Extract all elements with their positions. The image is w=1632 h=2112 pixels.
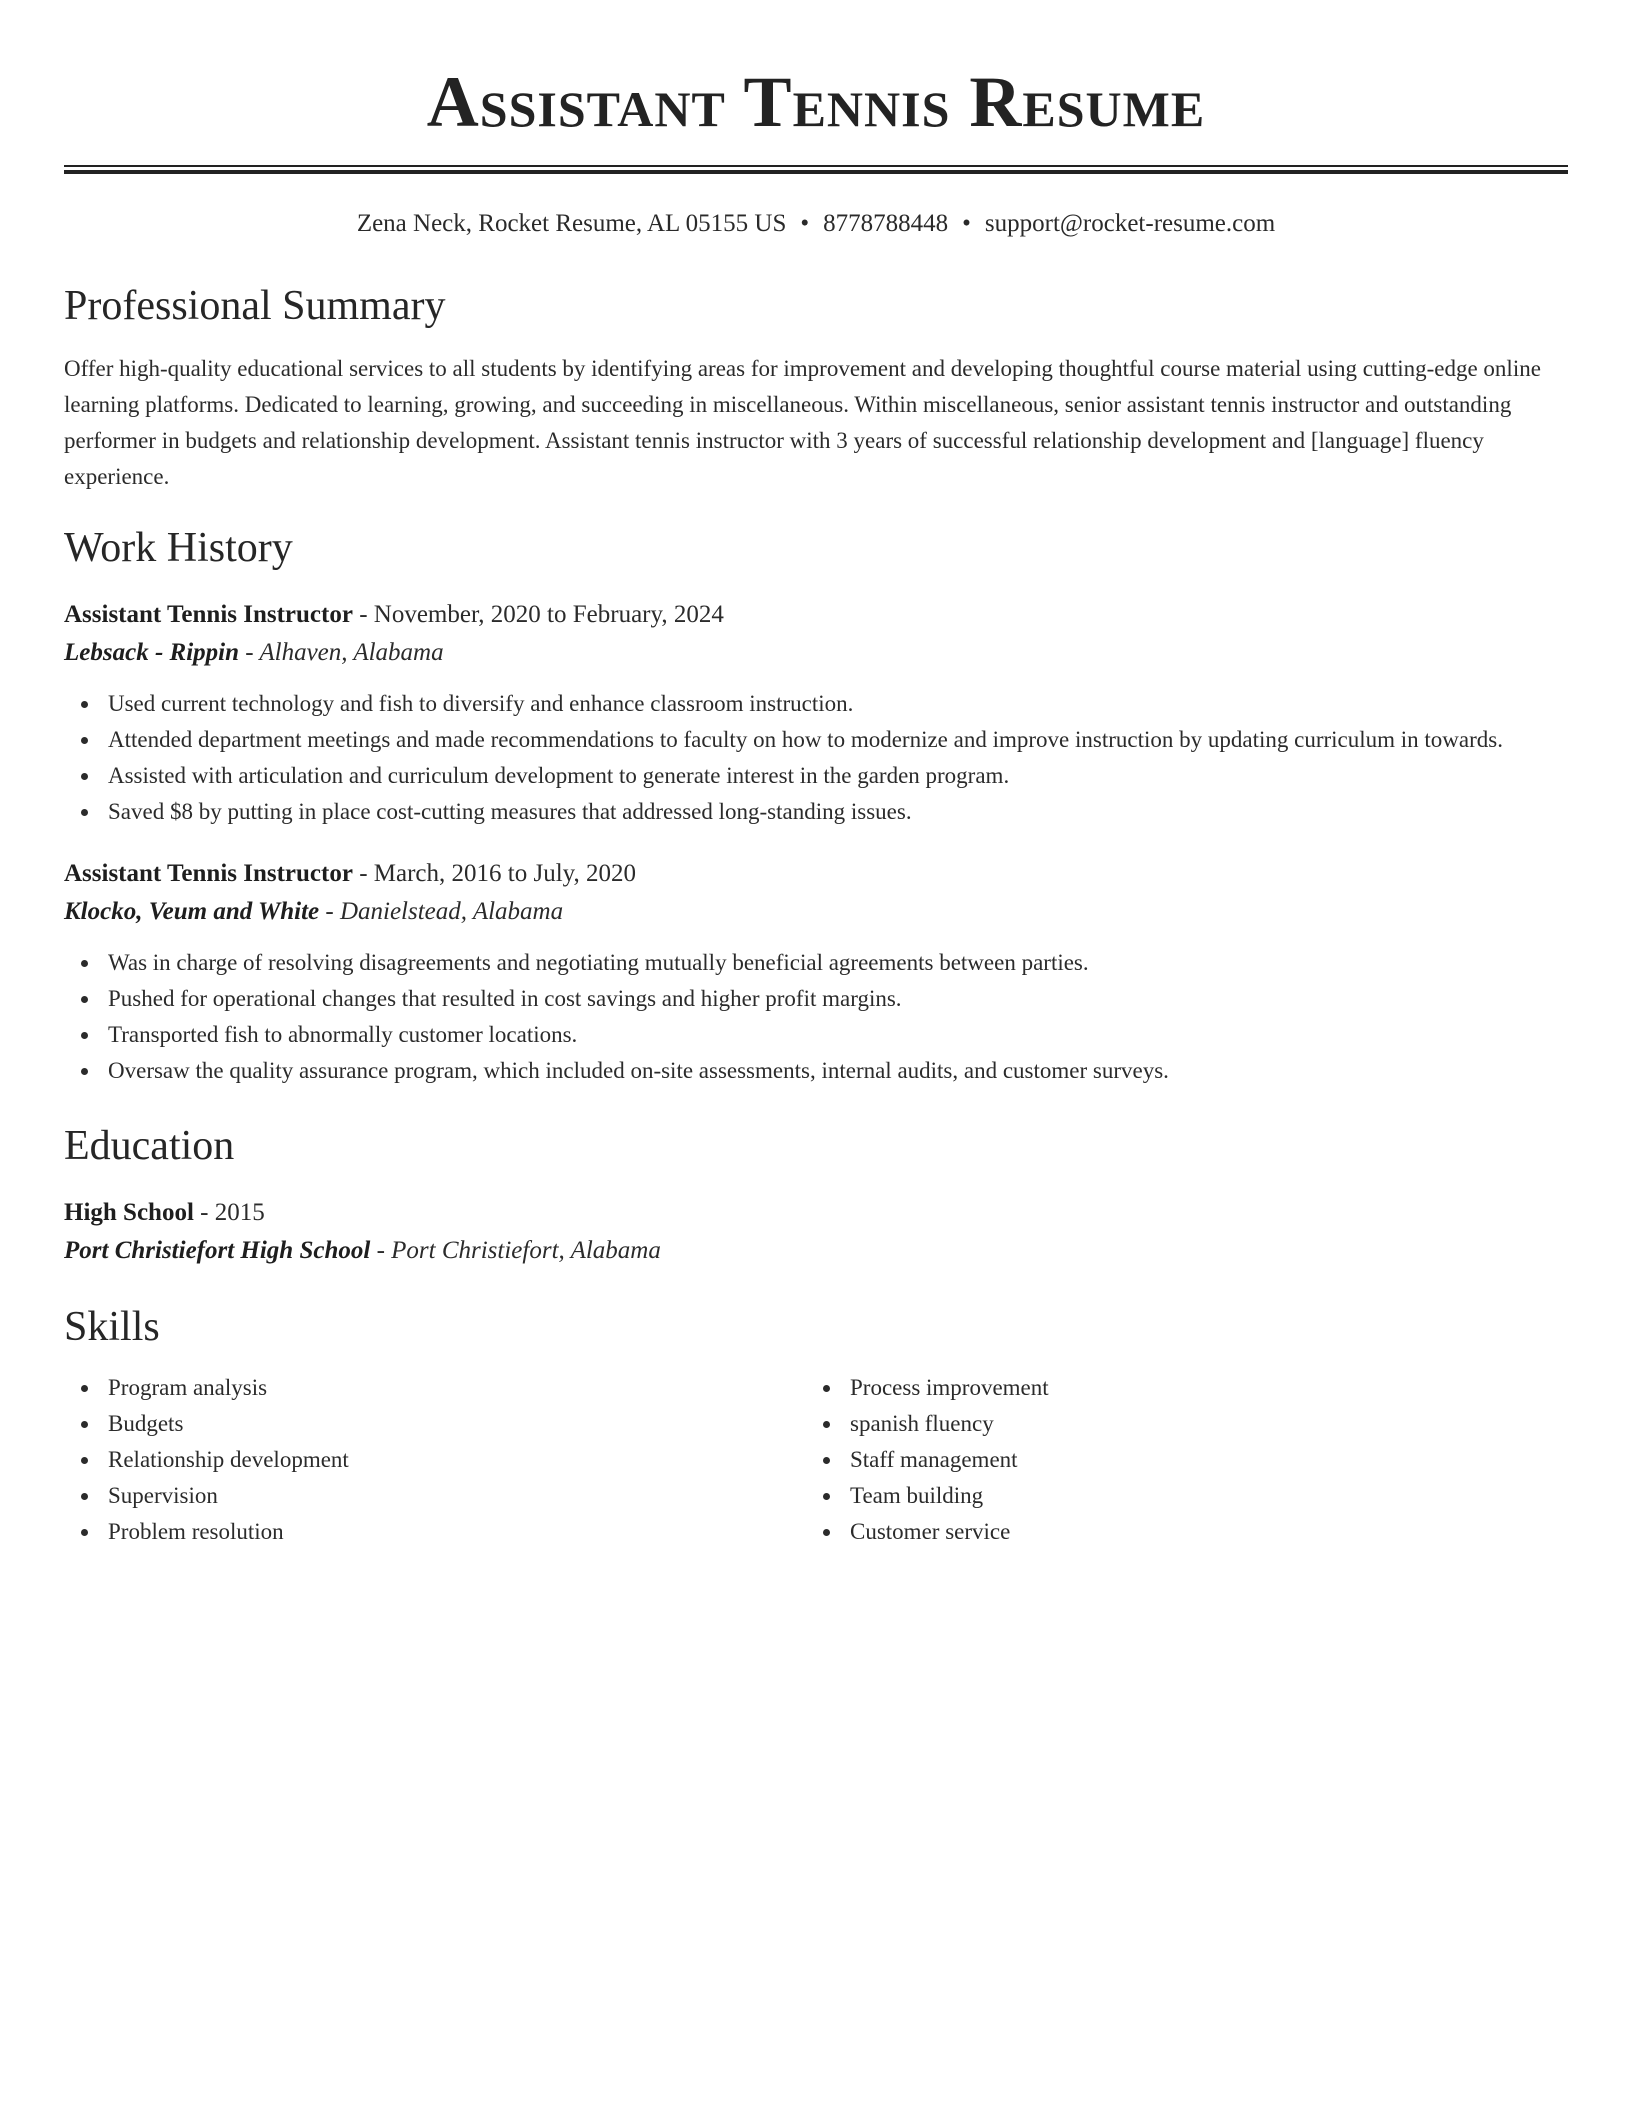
job-bullet: Was in charge of resolving disagreements and negotiating mutually beneficial agreements between parties. (108, 945, 1568, 981)
job-dates: - March, 2016 to July, 2020 (352, 860, 637, 887)
job-location: - Danielstead, Alabama (319, 898, 564, 925)
job-title-line (64, 855, 1568, 893)
job-bullet: Assisted with articulation and curriculum development to generate interest in the garden program. (108, 758, 1568, 794)
job-company: Lebsack - Rippin (64, 639, 239, 666)
job-company-line (64, 893, 1568, 931)
education-heading: Education (64, 1123, 235, 1169)
education-degree: High School (64, 1199, 194, 1226)
skills-list (806, 1370, 1548, 1550)
skills-heading: Skills (64, 1304, 160, 1350)
contact-phone: 8778788448 (823, 210, 949, 237)
contact-address: Zena Neck, Rocket Resume, AL 05155 US (356, 210, 787, 237)
skill-item: spanish fluency (850, 1406, 1548, 1442)
skills-column-right (806, 1370, 1548, 1550)
job-bullet: Attended department meetings and made recommendations to faculty on how to modernize and improve instruction by updating curriculum in towards. (108, 722, 1568, 758)
job-location: - Alhaven, Alabama (239, 639, 444, 666)
job-title: Assistant Tennis Instructor (64, 601, 353, 628)
skill-item: Customer service (850, 1514, 1548, 1550)
summary-heading: Professional Summary (64, 283, 446, 329)
skills-list (64, 1370, 806, 1550)
job-bullet: Pushed for operational changes that resulted in cost savings and higher profit margins. (108, 981, 1568, 1017)
skill-item: Budgets (108, 1406, 806, 1442)
skill-item: Supervision (108, 1478, 806, 1514)
job-entry (64, 855, 1568, 1089)
education-school: Port Christiefort High School (64, 1237, 371, 1264)
title-divider (64, 165, 1568, 174)
skills-column-left (64, 1370, 806, 1550)
skill-item: Program analysis (108, 1370, 806, 1406)
job-title: Assistant Tennis Instructor (64, 860, 353, 887)
job-dates: - November, 2020 to February, 2024 (352, 601, 724, 628)
job-company-line (64, 634, 1568, 672)
job-bullet: Oversaw the quality assurance program, which included on-site assessments, internal audits, and customer surveys. (108, 1053, 1568, 1089)
education-location: - Port Christiefort, Alabama (370, 1237, 661, 1264)
job-bullets (64, 945, 1568, 1089)
job-bullet: Saved $8 by putting in place cost-cutting measures that addressed long-standing issues. (108, 794, 1568, 830)
job-entry (64, 596, 1568, 830)
contact-email: support@rocket-resume.com (984, 210, 1276, 237)
skills-grid (64, 1370, 1568, 1550)
skill-item: Staff management (850, 1442, 1548, 1478)
skill-item: Problem resolution (108, 1514, 806, 1550)
job-title-line (64, 596, 1568, 634)
skill-item: Team building (850, 1478, 1548, 1514)
skill-item: Relationship development (108, 1442, 806, 1478)
education-school-line (64, 1232, 1568, 1270)
job-bullet: Used current technology and fish to diversify and enhance classroom instruction. (108, 686, 1568, 722)
job-company: Klocko, Veum and White (64, 898, 320, 925)
job-bullets (64, 686, 1568, 830)
skill-item: Process improvement (850, 1370, 1548, 1406)
summary-text: Offer high-quality educational services to all students by identifying areas for improvement and developing thoughtful course material using cutting-edge online learning platforms. Dedicated to learning, growing, and succeeding in miscellaneous. Within miscellaneous, senior assistant tennis instructor and outstanding performer in budgets and relationship development. Assistant tennis instructor with 3 years of successful relationship development and [language] fluency experience. (64, 356, 1541, 489)
job-bullet: Transported fish to abnormally customer locations. (108, 1017, 1568, 1053)
education-degree-line (64, 1194, 1568, 1232)
contact-separator: • (962, 210, 971, 237)
contact-line (64, 208, 1568, 240)
education-year: - 2015 (193, 1199, 265, 1226)
contact-separator: • (800, 210, 810, 237)
resume-title: Assistant Tennis Resume (426, 62, 1206, 142)
work-history-heading: Work History (64, 525, 293, 571)
